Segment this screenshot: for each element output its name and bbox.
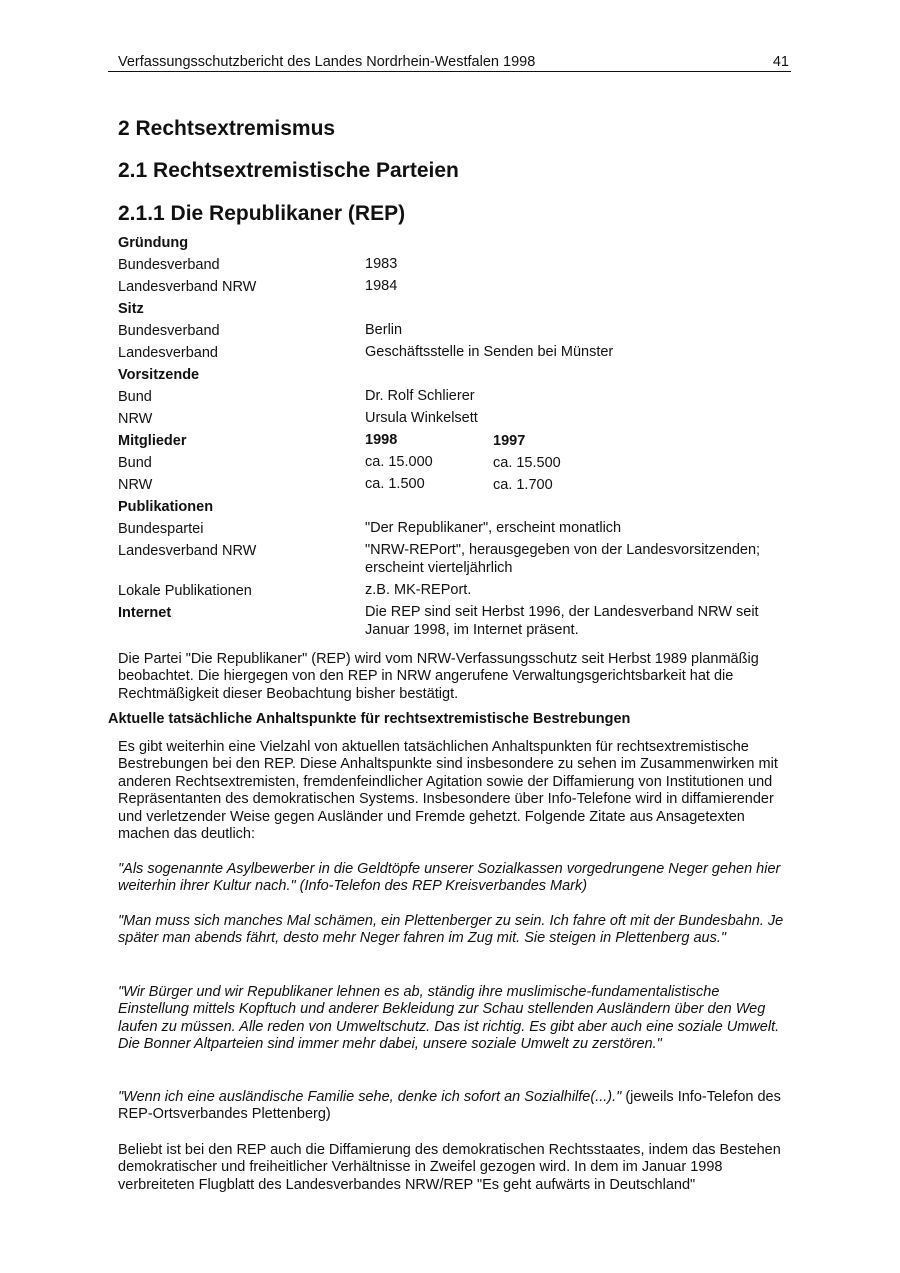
facts-row xyxy=(118,540,798,580)
quote-2: "Man muss sich manches Mal schämen, ein Plettenberger zu sein. Ich fahre oft mit der Bundesbahn. Je später man abends fährt, desto mehr Neger fahren im Zug mit. Sie steigen in Plettenberg aus." xyxy=(118,913,784,947)
facts-row xyxy=(118,320,798,342)
facts-label: Landesverband xyxy=(118,345,218,361)
facts-label: Bundesverband xyxy=(118,323,220,339)
page-number: 41 xyxy=(772,54,789,70)
facts-group-label: Internet xyxy=(118,605,172,621)
facts-label: Landesverband NRW xyxy=(118,279,257,295)
facts-row xyxy=(118,474,798,496)
facts-row xyxy=(118,342,798,364)
year-column-1998: 1998 xyxy=(365,432,398,448)
facts-row xyxy=(118,518,798,540)
facts-label: Bundesverband xyxy=(118,257,220,273)
facts-row xyxy=(118,452,798,474)
facts-row xyxy=(118,408,798,430)
section-heading: 2.1 Rechtsextremistische Parteien xyxy=(118,159,459,182)
closing-paragraph: Beliebt ist bei den REP auch die Diffamierung des demokratischen Rechtsstaates, indem das Bestehen demokratischer und freiheitlicher Verhältnisse in Zweifel gezogen wird. In dem im Januar 1998 verbreiteten Flugblatt des Landesverbandes NRW/REP "Es geht aufwärts in Deutschland" xyxy=(118,1142,781,1193)
members-1997: ca. 1.700 xyxy=(493,477,553,493)
intro-paragraph: Die Partei "Die Republikaner" (REP) wird vom NRW-Verfassungsschutz seit Herbst 1989 planmäßig beobachtet. Die hiergegen von den REP in NRW angerufene Verwaltungsgerichtsbarkeit hat die Rechtmäßigkeit dieser Beobachtung bisher bestätigt. xyxy=(118,651,759,702)
facts-row xyxy=(118,386,798,408)
year-column-1997: 1997 xyxy=(493,433,526,449)
quote-1: "Als sogenannte Asylbewerber in die Geldtöpfe unserer Sozialkassen vorgedrungene Neger gehen hier weiterhin ihrer Kultur nach." (Info-Telefon des REP Kreisverbandes Mark) xyxy=(118,861,781,895)
party-facts-table xyxy=(118,232,798,642)
subheading: Aktuelle tatsächliche Anhaltspunkte für rechtsextremistische Bestrebungen xyxy=(108,711,631,727)
facts-value: Geschäftsstelle in Senden bei Münster xyxy=(365,344,614,360)
facts-value: Die REP sind seit Herbst 1996, der Landesverband NRW seit Januar 1998, im Internet präsent. xyxy=(365,604,759,638)
facts-row xyxy=(118,602,798,642)
facts-row xyxy=(118,580,798,602)
facts-label: Bundespartei xyxy=(118,521,204,537)
body-paragraph: Es gibt weiterhin eine Vielzahl von aktuellen tatsächlichen Anhaltspunkten für rechtsextremistische Bestrebungen bei den REP. Diese Anhaltspunkte sind insbesondere zu sehen im Zusammenwirken mit anderen Rechtsextremisten, fremdenfeindlicher Agitation sowie der Diffamierung von Institutionen und Repräsentanten des demokratischen Systems. Insbesondere über Info-Telefone wird in diffamierender und verletzender Weise gegen Ausländer und Fremde gehetzt. Folgende Zitate aus Ansagetexten machen das deutlich: xyxy=(118,739,778,843)
facts-label: Bund xyxy=(118,455,152,471)
quote-4 xyxy=(118,1089,790,1124)
facts-group-label: Mitglieder xyxy=(118,433,187,449)
facts-label: Lokale Publikationen xyxy=(118,583,252,599)
subsection-heading: 2.1.1 Die Republikaner (REP) xyxy=(118,202,406,225)
quote-4-source: (jeweils Info-Telefon des REP-Ortsverbandes Plettenberg) xyxy=(118,1089,781,1123)
facts-label: NRW xyxy=(118,411,153,427)
members-1998: ca. 1.500 xyxy=(365,476,425,492)
facts-label: Bund xyxy=(118,389,152,405)
facts-label: Landesverband NRW xyxy=(118,543,257,559)
facts-value: "NRW-REPort", herausgegeben von der Landesvorsitzenden; erscheint vierteljährlich xyxy=(365,542,761,576)
facts-row xyxy=(118,254,798,276)
facts-group-label: Vorsitzende xyxy=(118,367,200,383)
facts-group-label: Gründung xyxy=(118,235,189,251)
facts-value: Berlin xyxy=(365,322,403,338)
facts-value: 1983 xyxy=(365,256,398,272)
facts-group-label: Sitz xyxy=(118,301,144,317)
members-1998: ca. 15.000 xyxy=(365,454,433,470)
quote-4-text: "Wenn ich eine ausländische Familie sehe, denke ich sofort an Sozialhilfe(...)." xyxy=(118,1089,622,1105)
facts-value: z.B. MK-REPort. xyxy=(365,582,472,598)
document-title: Verfassungsschutzbericht des Landes Nordrhein-Westfalen 1998 xyxy=(118,54,536,70)
facts-group-label: Publikationen xyxy=(118,499,214,515)
facts-row xyxy=(118,276,798,298)
facts-value: 1984 xyxy=(365,278,398,294)
facts-value: Ursula Winkelsett xyxy=(365,410,478,426)
quote-3: "Wir Bürger und wir Republikaner lehnen es ab, ständig ihre muslimische-fundamentalistische Einstellung mittels Kopftuch und anderer Bekleidung zur Schau stellenden Ausländern über den Weg laufen zu müssen. Alle reden von Umweltschutz. Das ist richtig. Es gibt aber auch eine soziale Umwelt. Die Bonner Altparteien sind immer mehr dabei, unsere soziale Umwelt zu zerstören." xyxy=(118,984,780,1053)
members-1997: ca. 15.500 xyxy=(493,455,561,471)
facts-value: Dr. Rolf Schlierer xyxy=(365,388,475,404)
chapter-heading: 2 Rechtsextremismus xyxy=(118,117,336,140)
facts-value: "Der Republikaner", erscheint monatlich xyxy=(365,520,622,536)
page-header xyxy=(108,52,791,72)
facts-label: NRW xyxy=(118,477,153,493)
